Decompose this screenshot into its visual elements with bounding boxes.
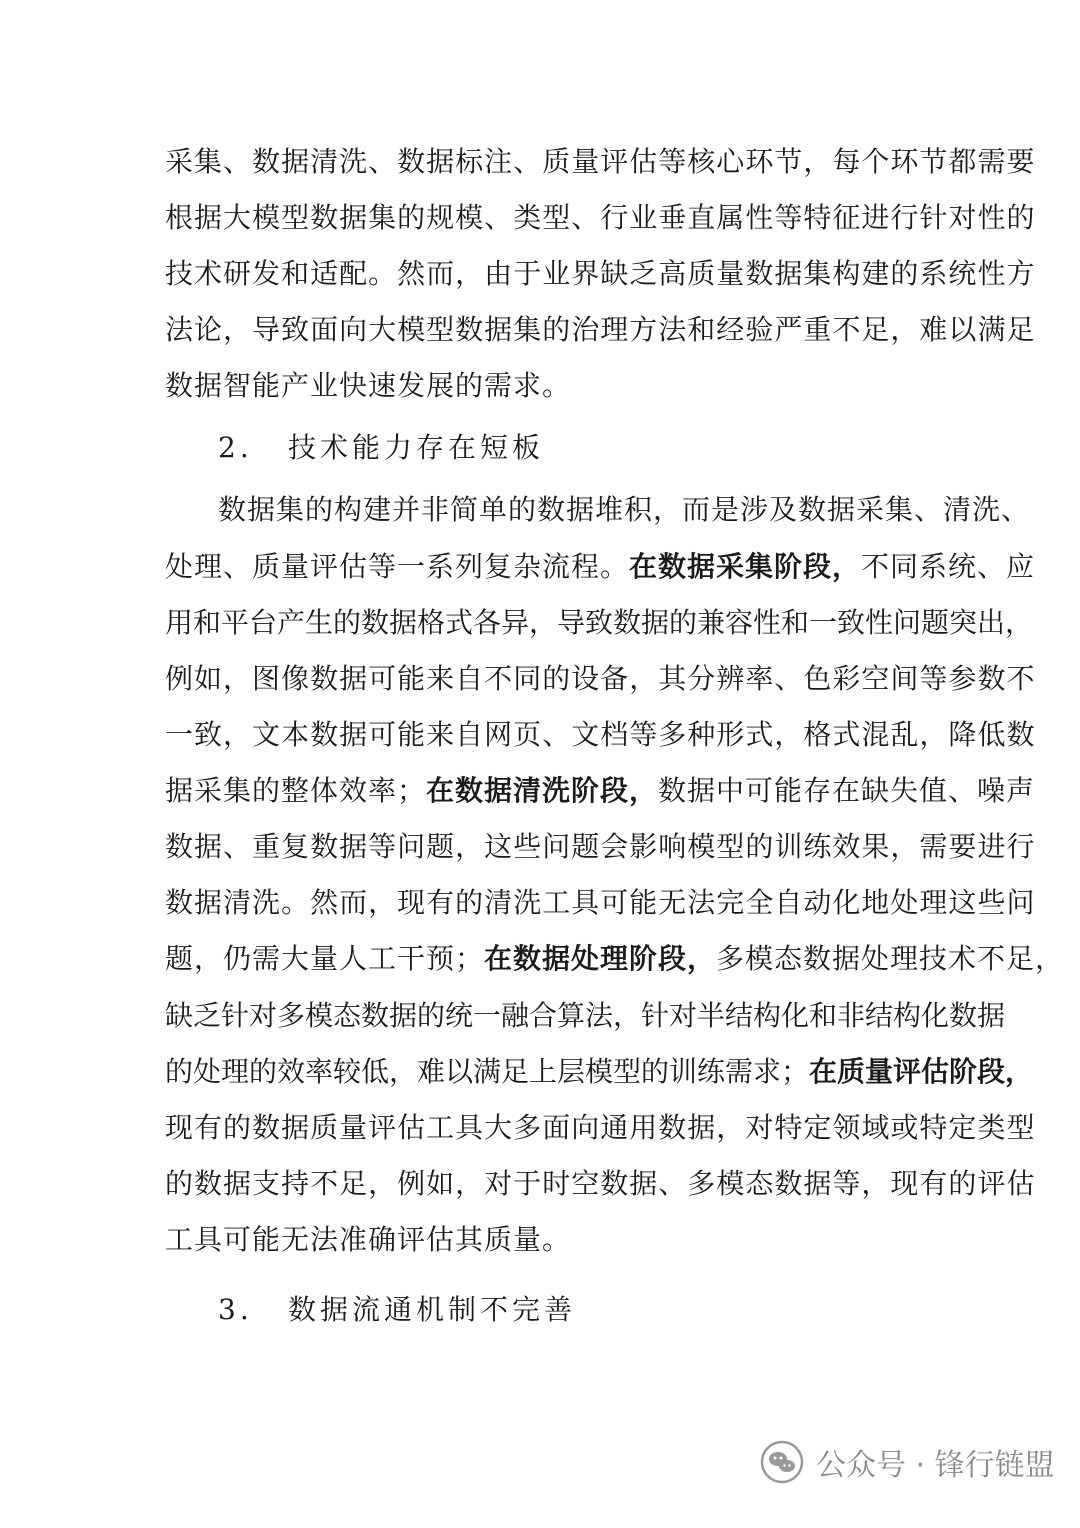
paragraph-line: 数据智能产业快速发展的需求。 xyxy=(165,369,572,402)
bold-phrase: 在数据处理阶段， xyxy=(484,942,717,975)
text-span: 多模态数据处理技术不足， xyxy=(716,942,1065,975)
text-span: 数据中可能存在缺失值、噪声 xyxy=(658,774,1036,807)
text-span: 处理、质量评估等一系列复杂流程。 xyxy=(165,550,630,583)
paragraph-line xyxy=(165,939,1065,979)
text-span: 题，仍需大量人工干预； xyxy=(165,942,485,975)
paragraph-line xyxy=(165,547,1036,587)
paragraph-line: 根 据 大 模 型 数 据 集 的 规 模 、 类 型 、 行 业 垂 直 属 性 等 特 征 进 行 针 对 性 的 xyxy=(165,201,1036,234)
paragraph-line: 数 据 、 重 复 数 据 等 问 题 ， 这 些 问 题 会 影 响 模 型 的 训 练 效 果 ， 需 要 进 行 xyxy=(165,830,1036,863)
bold-phrase: 在数据清洗阶段， xyxy=(426,774,659,807)
text-span: 不同系统、应 xyxy=(861,550,1036,583)
heading-number: 2. xyxy=(218,431,253,464)
paragraph-line: 一 致 ， 文 本 数 据 可 能 来 自 网 页 、 文 档 等 多 种 形 式 ， 格 式 混 乱 ， 降 低 数 xyxy=(165,718,1036,751)
paragraph-line: 采 集 、 数 据 清 洗 、 数 据 标 注 、 质 量 评 估 等 核 心 环 节 ， 每 个 环 节 都 需 要 xyxy=(165,145,1036,178)
paragraph-line: 工具可能无法准确评估其质量。 xyxy=(165,1223,572,1256)
section-heading-3 xyxy=(218,1290,576,1330)
wechat-icon xyxy=(760,1440,804,1484)
heading-number: 3. xyxy=(218,1293,253,1326)
bold-phrase: 在数据采集阶段， xyxy=(629,550,862,583)
paragraph-line: 法 论 ， 导 致 面 向 大 模 型 数 据 集 的 治 理 方 法 和 经 验 严 重 不 足 ， 难 以 满 足 xyxy=(165,313,1036,346)
heading-text: 技术能力存在短板 xyxy=(288,431,545,464)
bold-phrase: 在质量评估阶段， xyxy=(809,1055,1034,1088)
heading-text: 数据流通机制不完善 xyxy=(288,1293,577,1326)
text-span: 的处理的效率较低，难以满足上层模型的训练需求； xyxy=(165,1055,810,1088)
paragraph-line: 例 如 ， 图 像 数 据 可 能 来 自 不 同 的 设 备 ， 其 分 辨 率 、 色 彩 空 间 等 参 数 不 xyxy=(165,662,1036,695)
paragraph-line: 用和平台产生的数据格式各异，导致数据的兼容性和一致性问题突出， xyxy=(165,606,1034,639)
paragraph-line: 缺乏针对多模态数据的统一融合算法，针对半结构化和非结构化数据 xyxy=(165,999,1006,1032)
wechat-watermark xyxy=(760,1438,1055,1486)
paragraph-line: 技 术 研 发 和 适 配 。 然 而 ， 由 于 业 界 缺 乏 高 质 量 数 据 集 构 建 的 系 统 性 方 xyxy=(165,257,1036,290)
paragraph-line xyxy=(165,771,1036,811)
paragraph-line: 数据集的构建并非简单的数据堆积，而是涉及数据采集、清洗、 xyxy=(218,493,1031,526)
watermark-text: 公众号 · 锋行链盟 xyxy=(816,1448,1055,1483)
paragraph-line xyxy=(165,1052,1034,1092)
text-span: 据采集的整体效率； xyxy=(165,774,427,807)
paragraph-line: 现 有 的 数 据 质 量 评 估 工 具 大 多 面 向 通 用 数 据 ， 对 特 定 领 域 或 特 定 类 型 xyxy=(165,1111,1036,1144)
paragraph-line: 数 据 清 洗 。 然 而 ， 现 有 的 清 洗 工 具 可 能 无 法 完 全 自 动 化 地 处 理 这 些 问 xyxy=(165,886,1036,919)
paragraph-line: 的 数 据 支 持 不 足 ， 例 如 ， 对 于 时 空 数 据 、 多 模 态 数 据 等 ， 现 有 的 评 估 xyxy=(165,1167,1036,1200)
section-heading-2 xyxy=(218,428,544,468)
